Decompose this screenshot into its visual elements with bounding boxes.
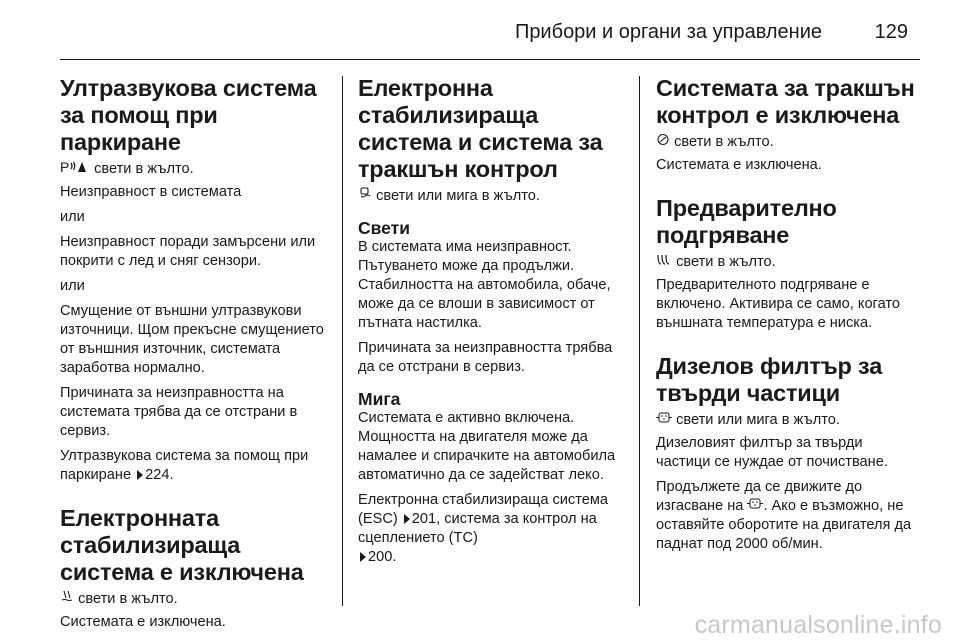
parking-assist-p4: Причината за неизправността на системата трябва да се отстрани в сервиз. (60, 385, 298, 439)
parking-assist-ref-page: 224. (145, 467, 174, 483)
subsection-title-flashing: Мига (358, 389, 401, 409)
page-ref-arrow-icon (137, 470, 143, 480)
page-header (60, 0, 920, 60)
header-rule (60, 59, 920, 60)
esc-lit-p2: Причината за неизправността трябва да се отстрани в сервиз. (358, 340, 613, 375)
parking-sensor-icon (60, 160, 90, 179)
section-title-preheating: Предварително подгряване (656, 195, 837, 248)
page-ref-arrow-icon (360, 552, 366, 562)
esc-off-status (60, 590, 332, 609)
tc-off-p1: Системата е изключена. (656, 157, 822, 173)
parking-assist-or1: или (60, 209, 85, 225)
column-2 (358, 75, 620, 573)
watermark: carmanualsonline.info (694, 611, 942, 639)
section-title-esc-tc: Електронна стабилизираща система и система за тракшън контрол (358, 75, 603, 182)
esc-off-icon (60, 590, 74, 609)
dpf-p1: Дизеловият филтър за твърди частици се нуждае от почистване. (656, 435, 888, 470)
parking-assist-status-text: свети в жълто. (94, 161, 194, 177)
preheating-status-text: свети в жълто. (676, 254, 776, 270)
column-divider-2 (639, 76, 640, 606)
esc-tc-status (358, 187, 620, 206)
page-number: 129 (874, 21, 908, 43)
esc-skid-icon (358, 187, 372, 206)
esc-lit-p1: В системата има неизправност. Пътуването може да продължи. Стабилността на автомобила, обаче, може да се влоши в зависимост от пътната настилка. (358, 239, 611, 331)
dpf-icon (747, 497, 763, 516)
parking-assist-p2: Неизправност поради замърсени или покрити с лед и сняг сензори. (60, 234, 316, 269)
tc-off-status-text: свети в жълто. (674, 134, 774, 150)
column-3 (656, 75, 918, 560)
dpf-status (656, 411, 918, 430)
glow-plug-icon (656, 253, 672, 272)
parking-assist-status (60, 160, 332, 179)
header-title: Прибори и органи за управление (514, 21, 822, 43)
subsection-title-lit: Свети (358, 218, 410, 238)
section-title-esc-off: Електронната стабилизираща система е изключена (60, 505, 304, 585)
preheating-status (656, 253, 918, 272)
dpf-p2-a: Продължете да се движите до изгасване на (656, 479, 863, 514)
esc-tc-status-text: свети или мига в жълто. (376, 188, 540, 204)
section-title-parking-assist: Ултразвукова система за помощ при паркиране (60, 75, 317, 155)
column-divider-1 (342, 76, 343, 606)
parking-assist-p1: Неизправност в системата (60, 184, 242, 200)
parking-assist-ref (60, 447, 332, 485)
parking-assist-or2: или (60, 278, 85, 294)
esc-flash-p1: Системата е активно включена. Мощността на двигателя може да намалее и спирачките на автомобила автоматично да се задействат леко. (358, 410, 616, 483)
esc-off-p1: Системата е изключена. (60, 614, 226, 630)
tc-off-status (656, 133, 918, 152)
dpf-p2 (656, 478, 918, 554)
section-title-dpf: Дизелов филтър за твърди частици (656, 353, 883, 406)
esc-flash-ref2: 200. (368, 549, 397, 565)
esc-flash-p2-text: Електронна стабилизираща система (ESC) (358, 492, 609, 527)
dpf-p2-b: . Ако е възможно, не оставяйте оборотите на двигателя да паднат под 2000 об/мин. (656, 498, 912, 552)
parking-assist-p3: Смущение от външни ултразвукови източници. Щом прекъсне смущението от външния източник, системата заработва нормално. (60, 303, 324, 376)
esc-off-status-text: свети в жълто. (78, 591, 178, 607)
tc-off-icon (656, 133, 670, 152)
column-1 (60, 75, 332, 638)
esc-flash-p2 (358, 491, 620, 567)
dpf-status-text: свети или мига в жълто. (676, 412, 840, 428)
page-ref-arrow-icon (404, 514, 410, 524)
svg-text:P: P (60, 160, 70, 173)
dpf-icon (656, 411, 672, 430)
section-title-tc-off: Системата за тракшън контрол е изключена (656, 75, 915, 128)
preheating-p1: Предварителното подгряване е включено. Активира се само, когато външната температура е ниска. (656, 277, 900, 331)
esc-flash-ref1: 201, система за контрол на сцеплението (TC) (358, 511, 597, 546)
parking-assist-ref-text: Ултразвукова система за помощ при паркиране (60, 448, 309, 483)
